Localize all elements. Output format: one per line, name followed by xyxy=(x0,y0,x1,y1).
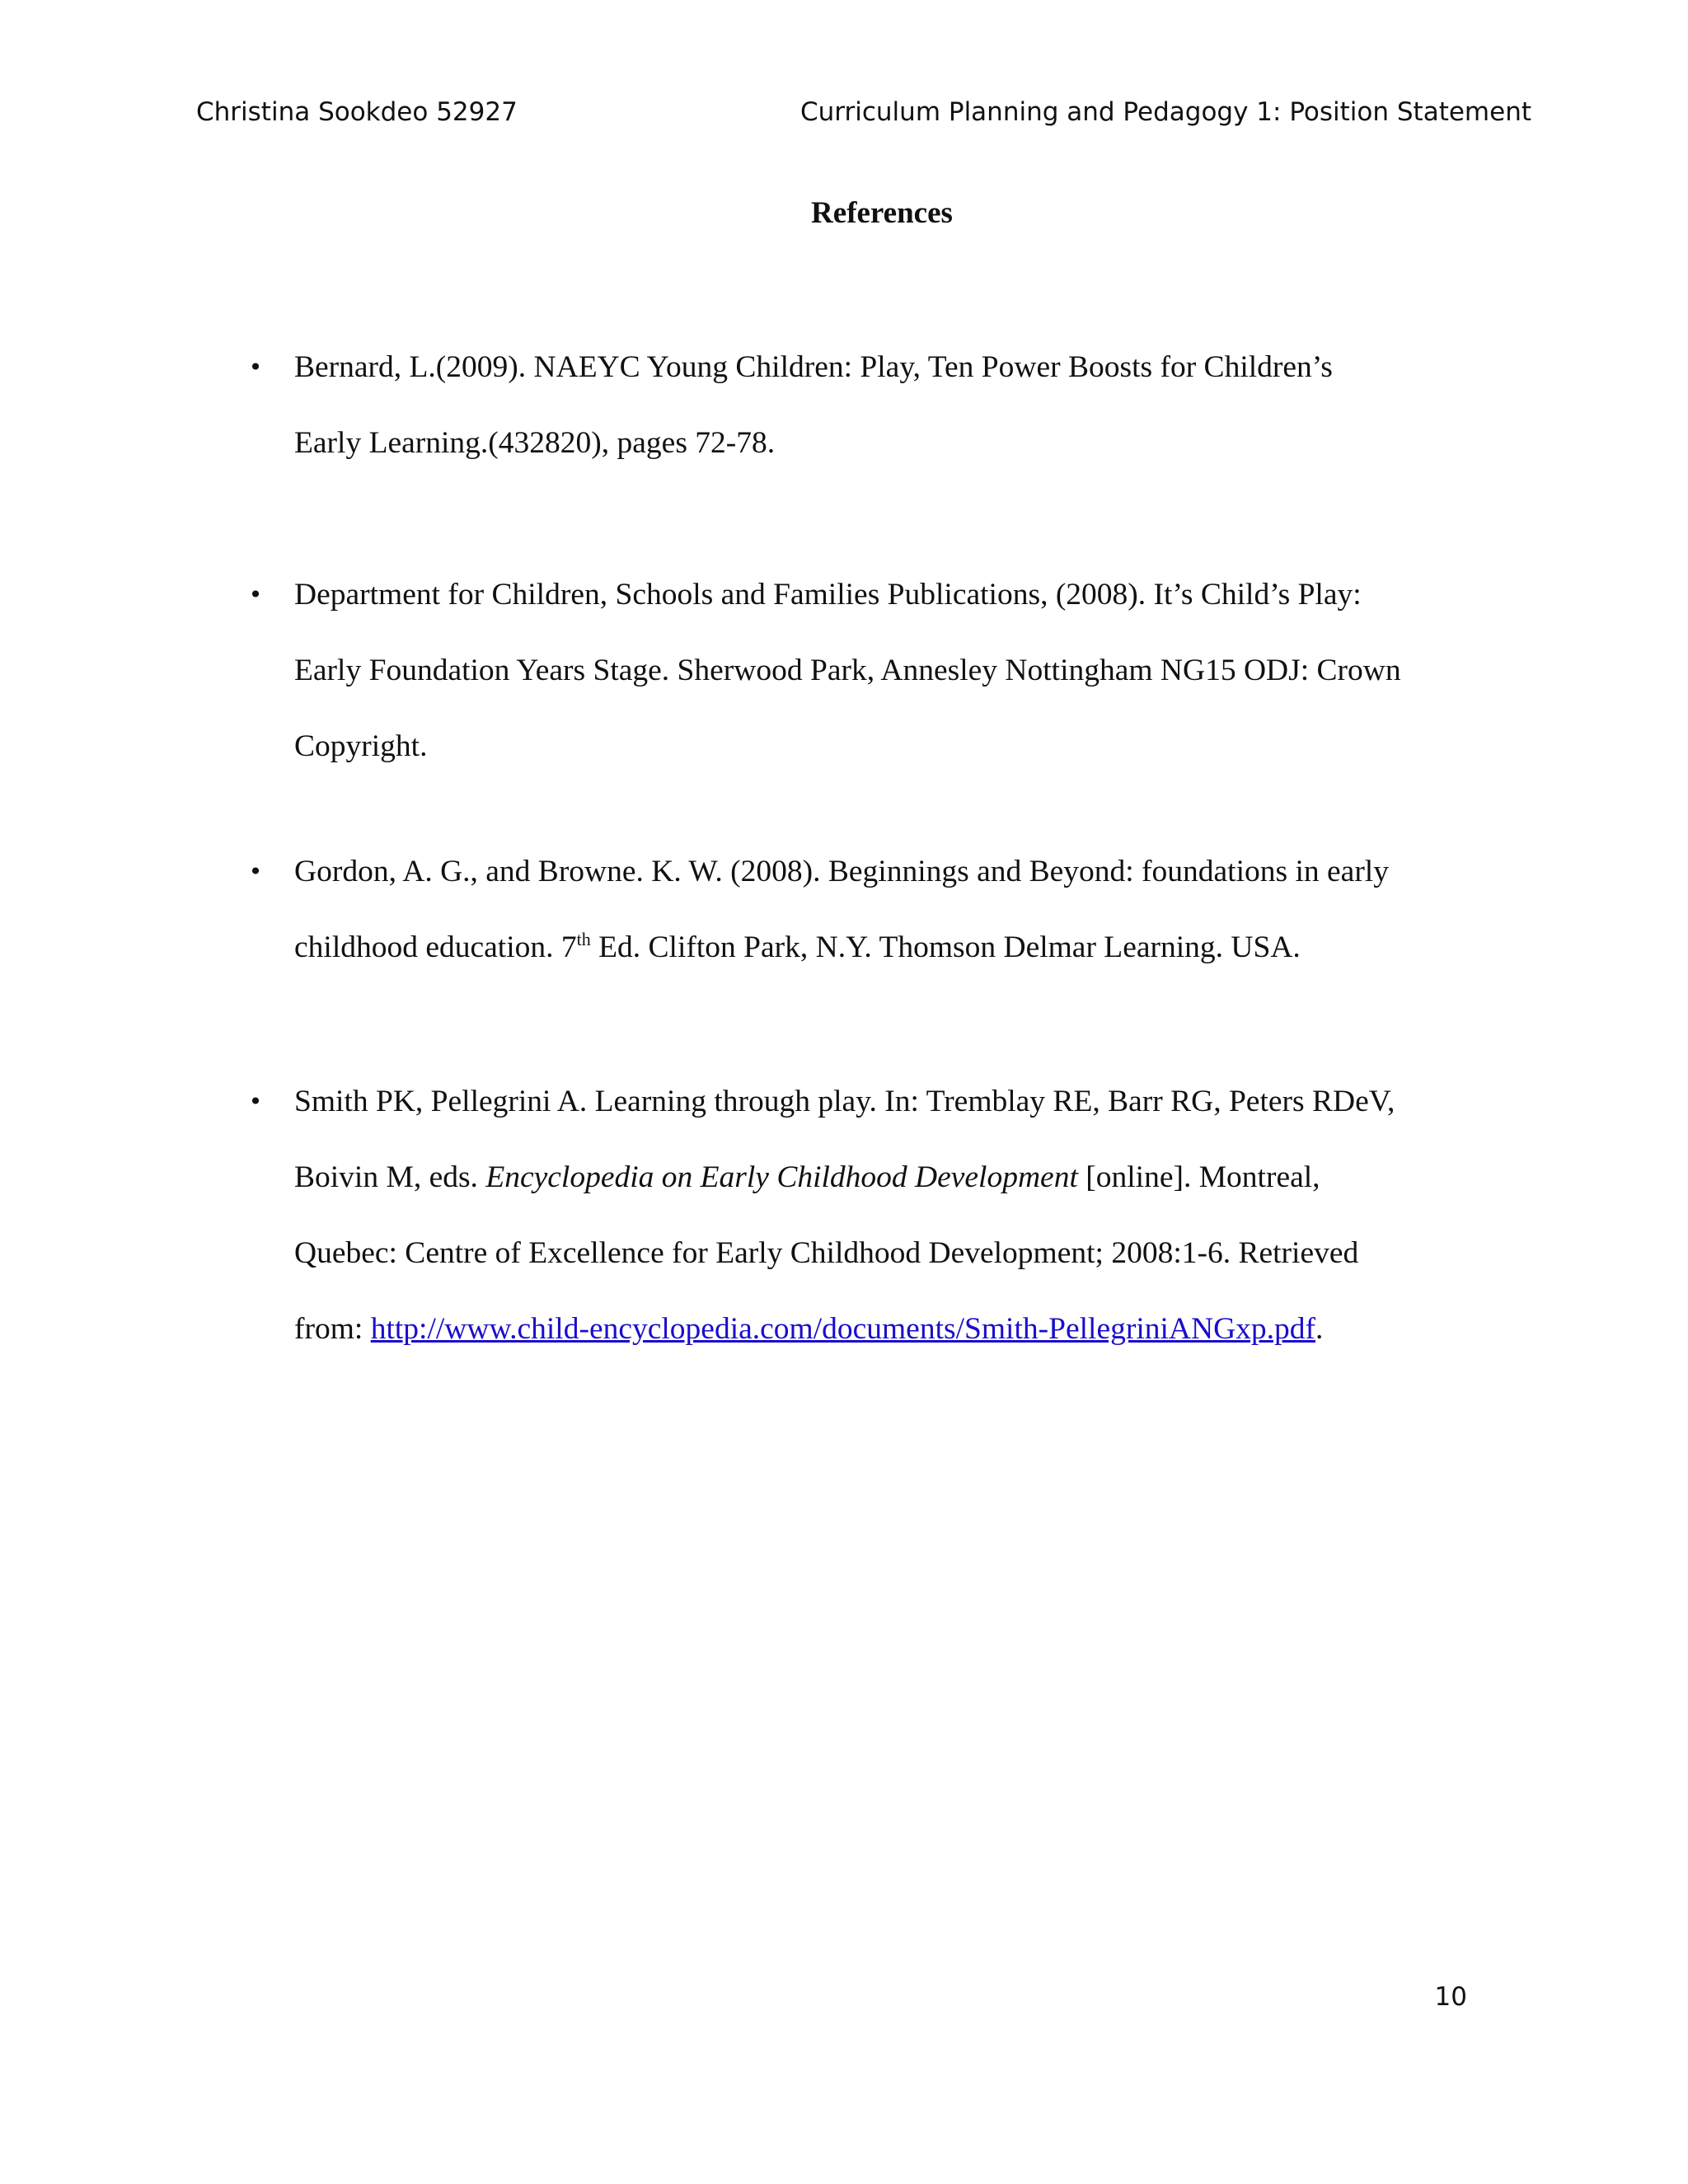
reference-item xyxy=(248,557,1498,785)
reference-line: Gordon, A. G., and Browne. K. W. (2008). Beginnings and Beyond: foundations in early xyxy=(294,855,1389,888)
reference-text: Boivin M, eds. xyxy=(294,1160,486,1194)
reference-item xyxy=(248,1064,1498,1367)
reference-item xyxy=(248,330,1498,481)
superscript-ordinal: th xyxy=(576,929,591,949)
reference-text: Ed. Clifton Park, N.Y. Thomson Delmar Learning. USA. xyxy=(590,930,1301,964)
reference-url-link[interactable]: http://www.child-encyclopedia.com/documents/Smith-PellegriniANGxp.pdf xyxy=(370,1312,1316,1346)
header-course-title: Curriculum Planning and Pedagogy 1: Position Statement xyxy=(800,97,1531,127)
reference-line: Early Learning.(432820), pages 72-78. xyxy=(294,426,776,460)
reference-line: Smith PK, Pellegrini A. Learning through play. In: Tremblay RE, Barr RG, Peters RDeV, xyxy=(294,1085,1395,1118)
reference-line: Quebec: Centre of Excellence for Early Childhood Development; 2008:1-6. Retrieved xyxy=(294,1236,1359,1270)
reference-line: Department for Children, Schools and Families Publications, (2008). It’s Child’s Play: xyxy=(294,578,1362,612)
reference-line: Bernard, L.(2009). NAEYC Young Children: Play, Ten Power Boosts for Children’s xyxy=(294,350,1333,384)
page-number: 10 xyxy=(1434,1982,1467,2012)
reference-line xyxy=(294,1291,1498,1367)
reference-text: . xyxy=(1315,1312,1324,1346)
bullet-icon: • xyxy=(248,354,263,381)
reference-line xyxy=(294,910,1498,986)
reference-text: [online]. Montreal, xyxy=(1077,1160,1320,1194)
publication-title: Encyclopedia on Early Childhood Development xyxy=(485,1160,1078,1194)
reference-text: childhood education. 7 xyxy=(294,930,577,964)
bullet-icon: • xyxy=(248,581,263,608)
bullet-icon: • xyxy=(248,1088,263,1115)
header-author: Christina Sookdeo 52927 xyxy=(196,97,518,127)
page-title: References xyxy=(811,196,953,230)
bullet-icon: • xyxy=(248,858,263,885)
reference-line xyxy=(294,1140,1498,1216)
reference-line: Copyright. xyxy=(294,729,428,763)
reference-item xyxy=(248,834,1498,986)
reference-line: Early Foundation Years Stage. Sherwood Park, Annesley Nottingham NG15 ODJ: Crown xyxy=(294,654,1401,687)
reference-text: from: xyxy=(294,1312,371,1346)
